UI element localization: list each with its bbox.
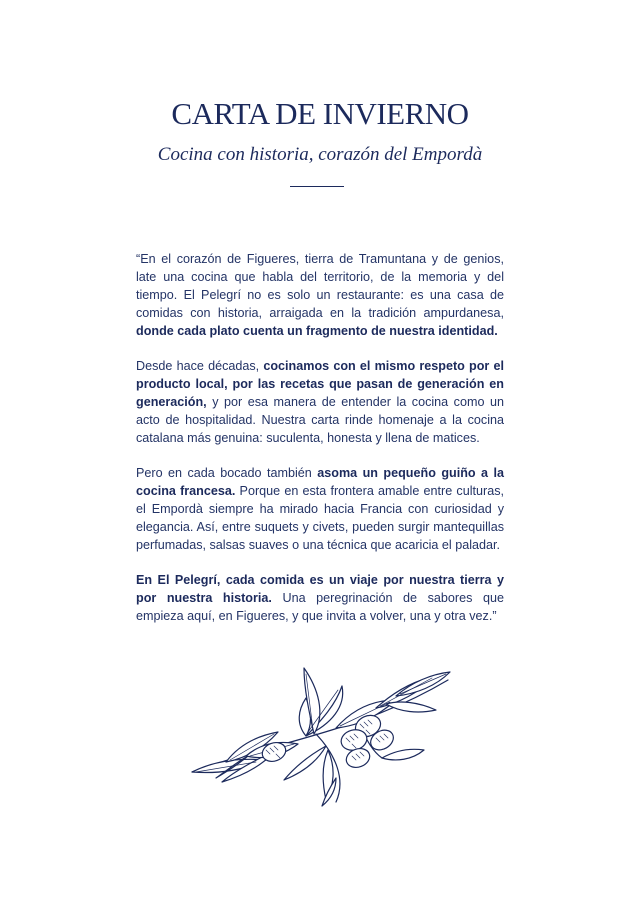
paragraph-highlight: asoma un pequeño guiño a la cocina francesa. bbox=[136, 466, 504, 498]
paragraph-text: y por esa manera de entender la cocina como un acto de hospitalidad. Nuestra carta rinde homenaje a la cocina catalana más genuina: suculenta, honesta y llena de matices. bbox=[136, 395, 504, 445]
intro-paragraph-1 bbox=[136, 250, 504, 340]
page-title: CARTA DE INVIERNO bbox=[171, 96, 469, 131]
intro-paragraph-3 bbox=[136, 464, 504, 554]
paragraph-text: “En el corazón de Figueres, tierra de Tramuntana y de genios, late una cocina que habla del territorio, de la memoria y del tiempo. El Pelegrí no es solo un restaurante: es una casa de comidas con historia, arraigada en la tradición ampurdanesa, bbox=[136, 252, 504, 320]
intro-paragraph-2 bbox=[136, 357, 504, 447]
page-subtitle: Cocina con historia, corazón del Empordà bbox=[157, 144, 483, 165]
paragraph-text: Una peregrinación de sabores que empieza aquí, en Figueres, y que invita a volver, una y otra vez.” bbox=[136, 591, 504, 623]
paragraph-text: Porque en esta frontera amable entre culturas, el Empordà siempre ha mirado hacia Francia con curiosidad y elegancia. Así, entre suquets y civets, pueden surgir mantequillas perfumadas, salsas suaves o una técnica que acaricia el paladar. bbox=[136, 484, 504, 552]
paragraph-highlight: donde cada plato cuenta un fragmento de nuestra identidad. bbox=[136, 324, 498, 338]
intro-paragraph-4 bbox=[136, 571, 504, 625]
paragraph-text: Pero en cada bocado también bbox=[136, 466, 318, 480]
paragraph-highlight: En El Pelegrí, cada comida es un viaje por nuestra tierra y por nuestra historia. bbox=[136, 573, 504, 605]
paragraph-text: Desde hace décadas, bbox=[136, 359, 264, 373]
title-divider bbox=[290, 186, 344, 187]
paragraph-highlight: cocinamos con el mismo respeto por el producto local, por las recetas que pasan de generación en generación, bbox=[136, 359, 504, 409]
olive-branch-icon bbox=[186, 660, 456, 810]
intro-text bbox=[136, 250, 504, 642]
